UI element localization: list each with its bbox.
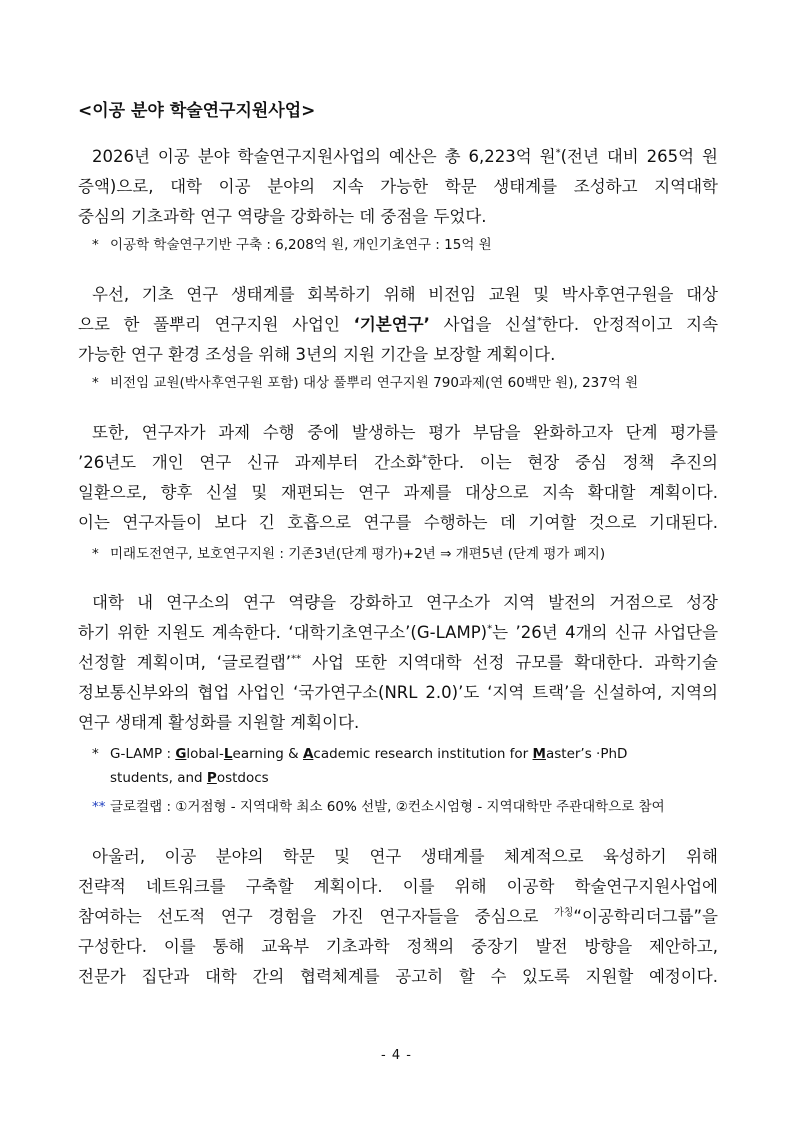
- paragraph-line: 2026년 이공 분야 학술연구지원사업의 예산은 총 6,223억 원*(전년 대비 265억 원: [92, 147, 718, 166]
- paragraph-line: ’26년도 개인 연구 신규 과제부터 간소화*한다. 이는 현장 중심 정책 추진의: [78, 453, 718, 472]
- section-title: <이공 분야 학술연구지원사업>: [78, 101, 316, 121]
- paragraph-line: 우선, 기초 연구 생태계를 회복하기 위해 비전임 교원 및 박사후연구원을 대상: [92, 285, 718, 304]
- footnote-glocal-lab: ** 글로컬랩 : ①거점형 - 지역대학 최소 60% 선발, ②컨소시엄형 - 지역대학만 주관대학으로 참여: [92, 799, 665, 815]
- paragraph-line: 또한, 연구자가 과제 수행 중에 발생하는 평가 부담을 완화하고자 단계 평가를: [92, 423, 718, 442]
- paragraph-line: 으로 한 풀뿌리 연구지원 사업인 ‘기본연구’ 사업을 신설*한다. 안정적이고 지속: [78, 315, 719, 334]
- paragraph-network: [78, 842, 718, 992]
- paragraph-budget: [78, 142, 718, 232]
- paragraph-line: 증액)으로, 대학 이공 분야의 지속 가능한 학문 생태계를 조성하고 지역대학: [78, 177, 718, 196]
- paragraph-line: 참여하는 선도적 연구 경험을 가진 연구자들을 중심으로 $^{가칭}$“이공학리더그룹”을: [78, 907, 718, 926]
- paragraph-basic-research: [78, 280, 718, 370]
- paragraph-line: 대학 내 연구소의 연구 역량을 강화하고 연구소가 지역 발전의 거점으로 성장: [92, 593, 718, 612]
- paragraph-institutes: [78, 588, 718, 738]
- footnote-basic-research: * 비전임 교원(박사후연구원 포함) 대상 풀뿌리 연구지원 790과제(연 60백만 원), 237억 원: [92, 375, 639, 391]
- paragraph-evaluation: [78, 418, 718, 538]
- footnote-budget: * 이공학 학술연구기반 구축 : 6,208억 원, 개인기초연구 : 15억 원: [92, 237, 492, 253]
- paragraph-line: 정보통신부와의 협업 사업인 ‘국가연구소(NRL 2.0)’도 ‘지역 트랙’을 신설하여, 지역의: [78, 683, 718, 702]
- paragraph-line: 전략적 네트워크를 구축할 계획이다. 이를 위해 이공학 학술연구지원사업에: [78, 877, 718, 896]
- paragraph-line: 가능한 연구 환경 조성을 위해 3년의 지원 기간을 보장할 계획이다.: [78, 345, 556, 364]
- paragraph-line: 선정할 계획이며, ‘글로컬랩’** 사업 또한 지역대학 선정 규모를 확대한다. 과학기술: [78, 653, 718, 672]
- paragraph-line: 중심의 기초과학 연구 역량을 강화하는 데 중점을 두었다.: [78, 207, 487, 226]
- footnote-g-lamp: * G-LAMP : Global-Learning & Academic research institution for Master’s ·PhD students, and Postdocs: [92, 746, 628, 786]
- page-number: - 4 -: [381, 1048, 412, 1063]
- paragraph-line: 하기 위한 지원도 계속한다. ‘대학기초연구소’(G-LAMP)*는 ’26년 4개의 신규 사업단을: [78, 623, 719, 642]
- footnote-evaluation: * 미래도전연구, 보호연구지원 : 기존3년(단계 평가)+2년 ⇒ 개편5년 (단계 평가 폐지): [92, 546, 606, 562]
- paragraph-line: 일환으로, 향후 신설 및 재편되는 연구 과제를 대상으로 지속 확대할 계획이다.: [78, 483, 718, 502]
- paragraph-line: 전문가 집단과 대학 간의 협력체계를 공고히 할 수 있도록 지원할 예정이다.: [78, 967, 718, 986]
- paragraph-line: 구성한다. 이를 통해 교육부 기초과학 정책의 중장기 발전 방향을 제안하고,: [78, 937, 718, 956]
- paragraph-line: 연구 생태계 활성화를 지원할 계획이다.: [78, 713, 360, 732]
- paragraph-line: 이는 연구자들이 보다 긴 호흡으로 연구를 수행하는 데 기여할 것으로 기대된다.: [78, 513, 718, 532]
- paragraph-line: 아울러, 이공 분야의 학문 및 연구 생태계를 체계적으로 육성하기 위해: [92, 847, 718, 866]
